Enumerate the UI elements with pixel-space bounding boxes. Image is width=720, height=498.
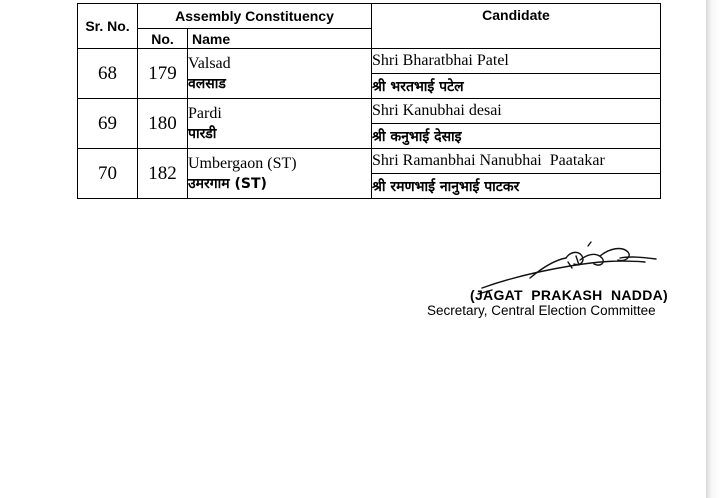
ac-name-header: Name xyxy=(188,29,372,49)
table-row xyxy=(78,99,661,124)
table-row xyxy=(78,49,661,74)
sr-no-header: Sr. No. xyxy=(78,4,138,49)
candidate-name-hindi: श्री रमणभाई नानुभाई पाटकर xyxy=(372,174,661,199)
ac-no-cell: 182 xyxy=(138,149,188,199)
assembly-constituency-header: Assembly Constituency xyxy=(138,4,372,29)
signatory-designation: Secretary, Central Election Committee xyxy=(427,303,656,318)
ac-name-english: Pardi xyxy=(188,105,222,122)
page-edge-shadow xyxy=(706,0,720,498)
candidate-name-english: Shri Bharatbhai Patel xyxy=(372,49,661,74)
candidate-name-english: Shri Kanubhai desai xyxy=(372,99,661,124)
ac-no-cell: 179 xyxy=(138,49,188,99)
candidate-name-english: Shri Ramanbhai Nanubhai Paatakar xyxy=(372,149,661,174)
ac-name-hindi: उमरगाम (ST) xyxy=(188,176,267,192)
ac-name-english: Valsad xyxy=(188,55,231,72)
ac-name-hindi: पारडी xyxy=(188,126,217,142)
signatory-name: (JAGAT PRAKASH NADDA) xyxy=(470,287,668,303)
ac-no-cell: 180 xyxy=(138,99,188,149)
candidate-name-hindi: श्री भरतभाई पटेल xyxy=(372,74,661,99)
ac-name-hindi: वलसाड xyxy=(188,76,226,92)
table-row xyxy=(78,149,661,174)
ac-name-english: Umbergaon (ST) xyxy=(188,155,297,172)
sr-no-cell: 70 xyxy=(78,149,138,199)
sr-no-cell: 68 xyxy=(78,49,138,99)
sr-no-cell: 69 xyxy=(78,99,138,149)
table-header-row xyxy=(78,4,661,29)
ac-no-header: No. xyxy=(138,29,188,49)
ac-name-cell xyxy=(188,49,372,99)
candidate-header: Candidate xyxy=(372,4,661,49)
ac-name-cell xyxy=(188,99,372,149)
ac-name-cell xyxy=(188,149,372,199)
candidate-name-hindi: श्री कनुभाई देसाइ xyxy=(372,124,661,149)
candidate-table xyxy=(77,3,661,199)
